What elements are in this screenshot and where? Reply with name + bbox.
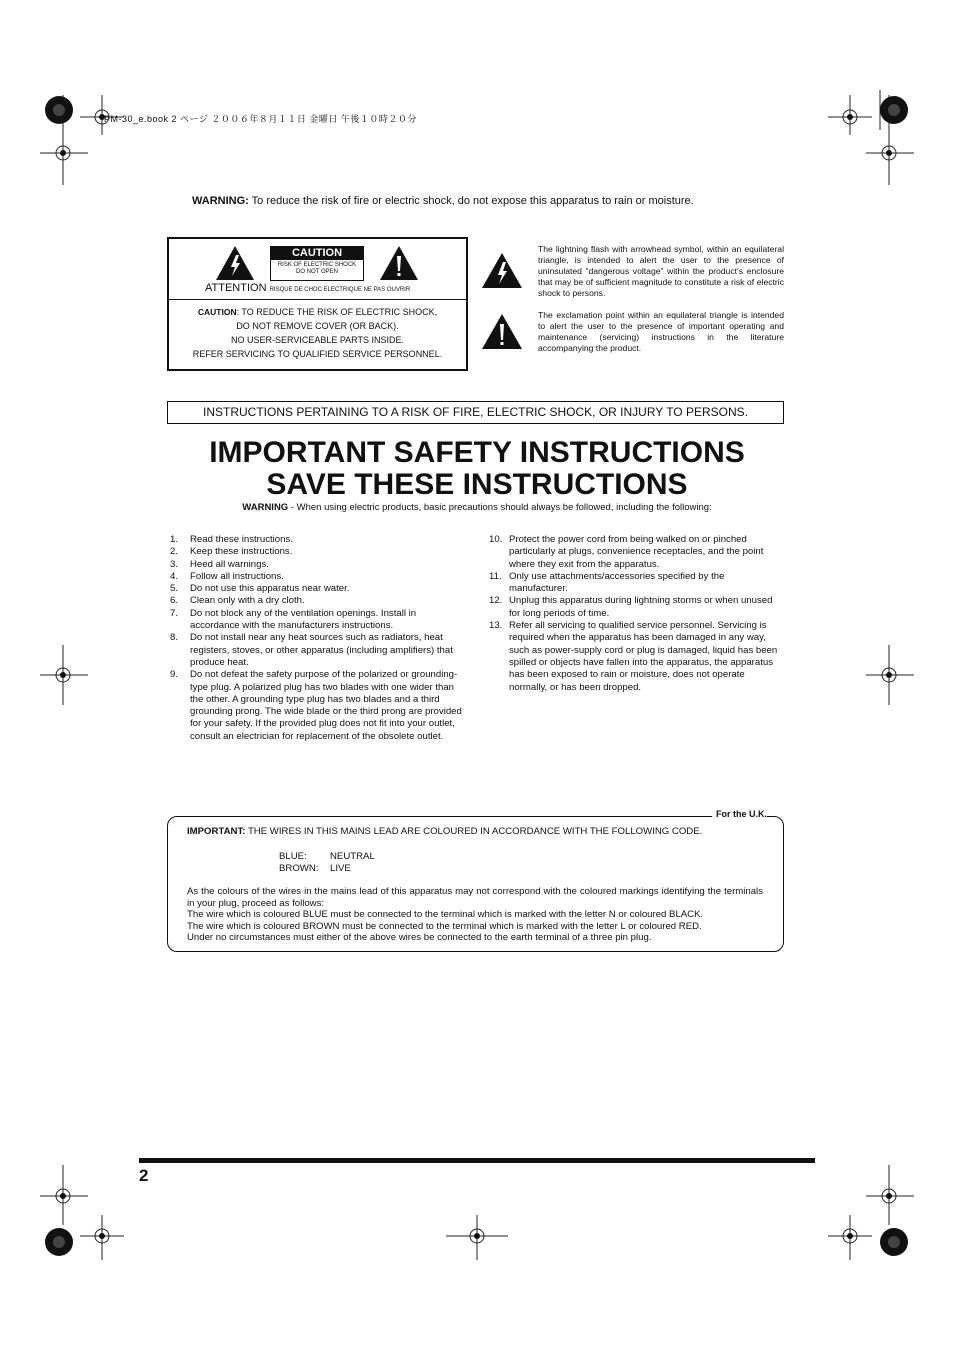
list-item-num: 9. xyxy=(170,669,179,681)
uk-important xyxy=(187,826,702,838)
list-item xyxy=(170,559,466,571)
exclamation-triangle-icon xyxy=(481,313,523,350)
list-item-text: Refer all servicing to qualified service personnel. Servicing is required when the apparatus has been damaged in any way, such as power-supply cord or plug is damaged, liquid has been spilled or objects have fallen into the apparatus, the apparatus has been exposed to rain or moisture, does not operate normally, or has been dropped. xyxy=(509,620,778,693)
uk-important-label: IMPORTANT: xyxy=(187,826,246,837)
top-warning xyxy=(192,195,694,207)
list-item-text: Heed all warnings. xyxy=(190,558,269,570)
title-line-2: SAVE THESE INSTRUCTIONS xyxy=(266,468,688,501)
list-item xyxy=(170,583,466,595)
list-item-text: Keep these instructions. xyxy=(190,546,293,558)
list-item-num: 13. xyxy=(489,620,503,632)
list-item xyxy=(170,534,466,546)
uk-blue-value: NEUTRAL xyxy=(330,851,375,862)
list-item xyxy=(489,571,781,596)
list-item xyxy=(489,595,781,620)
list-item xyxy=(489,620,781,694)
exclamation-explanation: The exclamation point within an equilateral triangle is intended to alert the user to the presence of important operating and maintenance (servicing) instructions in the literature accompanying the product. xyxy=(538,310,784,353)
list-item-text: Do not use this apparatus near water. xyxy=(190,583,350,595)
list-item-text: Do not install near any heat sources such as radiators, heat registers, stoves, or other apparatus (including amplifiers) that produce heat. xyxy=(190,632,453,668)
caution-lower-label: CAUTION xyxy=(197,307,237,317)
list-item-text: Follow all instructions. xyxy=(190,570,284,582)
instructions-banner: INSTRUCTIONS PERTAINING TO A RISK OF FIRE, ELECTRIC SHOCK, OR INJURY TO PERSONS. xyxy=(167,401,784,424)
caution-lower-line3: NO USER-SERVICEABLE PARTS INSIDE. xyxy=(230,335,405,345)
list-item-text: Do not block any of the ventilation openings. Install in accordance with the manufacturers instructions. xyxy=(190,607,417,632)
list-item-text: Clean only with a dry cloth. xyxy=(190,595,305,607)
uk-label: For the U.K. xyxy=(712,809,767,819)
list-item xyxy=(170,669,466,743)
list-item xyxy=(489,534,781,571)
sub-warning-text: - When using electric products, basic precautions should always be followed, including the following: xyxy=(288,502,712,513)
exclamation-triangle-icon xyxy=(379,245,419,281)
sub-warning xyxy=(0,502,954,513)
uk-para-3: The wire which is coloured BROWN must be connected to the terminal which is marked with the letter L or coloured RED. xyxy=(187,921,702,932)
caution-lower-line4: REFER SERVICING TO QUALIFIED SERVICE PERSONNEL. xyxy=(192,349,443,359)
caution-box xyxy=(167,237,468,371)
title-line-1: IMPORTANT SAFETY INSTRUCTIONS xyxy=(209,436,745,469)
list-item-num: 3. xyxy=(170,558,179,570)
lightning-triangle-icon xyxy=(481,252,523,289)
footer-rule xyxy=(139,1158,815,1163)
list-item xyxy=(170,632,466,669)
list-item xyxy=(170,595,466,607)
uk-para-1: As the colours of the wires in the mains lead of this apparatus may not correspond with the coloured markings identifying the terminals in your plug, proceed as follows: xyxy=(187,886,763,909)
top-warning-label: WARNING: xyxy=(192,195,249,207)
uk-para-2: The wire which is coloured BLUE must be connected to the terminal which is marked with the letter N or coloured BLACK. xyxy=(187,909,704,920)
sub-warning-label: WARNING xyxy=(242,502,289,513)
list-item-num: 2. xyxy=(170,546,179,558)
caution-sub-line1: RISK OF ELECTRIC SHOCK xyxy=(277,262,357,268)
uk-brown-value: LIVE xyxy=(330,863,351,874)
list-item-text: Protect the power cord from being walked on or pinched particularly at plugs, convenience receptacles, and the point where they exit from the apparatus. xyxy=(509,534,764,570)
page-number: 2 xyxy=(139,1166,149,1185)
caution-lower-line2: DO NOT REMOVE COVER (OR BACK). xyxy=(236,321,399,331)
list-item-num: 7. xyxy=(170,607,179,619)
list-item-text: Unplug this apparatus during lightning storms or when unused for long periods of time. xyxy=(509,595,773,619)
list-item xyxy=(170,608,466,633)
list-item-num: 8. xyxy=(170,632,179,644)
attention-line xyxy=(205,282,410,294)
list-item-num: 10. xyxy=(489,534,503,545)
caution-lower-line1: : TO REDUCE THE RISK OF ELECTRIC SHOCK, xyxy=(236,307,438,317)
list-item-text: Do not defeat the safety purpose of the polarized or grounding-type plug. A polarized plug has two blades with one wider than the other. A grounding type plug has two blades and a third grounding prong. The wide blade or the third prong are provided for your safety. If the provided plug does not fit into your outlet, consult an electrician for replacement of the obsolete outlet. xyxy=(190,669,462,742)
list-item-text: Read these instructions. xyxy=(190,534,293,545)
caution-title: CAUTION xyxy=(271,247,363,260)
list-item-num: 1. xyxy=(170,534,179,545)
caution-upper xyxy=(169,239,466,300)
caution-sub-line2: DO NOT OPEN xyxy=(296,269,338,275)
list-item-num: 11. xyxy=(489,570,502,582)
uk-brown-label: BROWN: xyxy=(279,863,319,874)
list-item-num: 12. xyxy=(489,595,503,607)
uk-important-text: THE WIRES IN THIS MAINS LEAD ARE COLOURED IN ACCORDANCE WITH THE FOLLOWING CODE. xyxy=(245,826,703,837)
caution-label-box xyxy=(270,246,364,281)
top-warning-text: To reduce the risk of fire or electric shock, do not expose this apparatus to rain or moisture. xyxy=(248,195,694,207)
lightning-explanation: The lightning flash with arrowhead symbol, within an equilateral triangle, is intended to alert the user to the presence of uninsulated “dangerous voltage” within the product’s enclosure that may be of sufficient magnitude to constitute a risk of electric shock to persons. xyxy=(538,244,784,298)
list-item-num: 4. xyxy=(170,570,179,582)
file-info-header: PM-30_e.book 2 ページ ２００６年８月１１日 金曜日 午後１０時２０分 xyxy=(104,114,417,124)
lightning-triangle-icon xyxy=(215,245,255,281)
list-item-num: 6. xyxy=(170,595,179,607)
uk-wiring-box xyxy=(167,809,784,952)
instructions-right-list xyxy=(489,534,781,694)
list-item xyxy=(170,571,466,583)
list-item-text: Only use attachments/accessories specified by the manufacturer. xyxy=(509,570,725,595)
attention-text: RISQUE DE CHOC ELECTRIQUE NE PAS OUVRIR xyxy=(269,287,411,293)
uk-blue-label: BLUE: xyxy=(279,851,307,862)
attention-label: ATTENTION xyxy=(205,282,267,294)
list-item-num: 5. xyxy=(170,583,179,595)
uk-para-4: Under no circumstances must either of the above wires be connected to the earth terminal of a three pin plug. xyxy=(187,932,652,943)
caution-lower xyxy=(169,305,466,361)
instructions-left-list xyxy=(170,534,466,743)
list-item xyxy=(170,546,466,558)
